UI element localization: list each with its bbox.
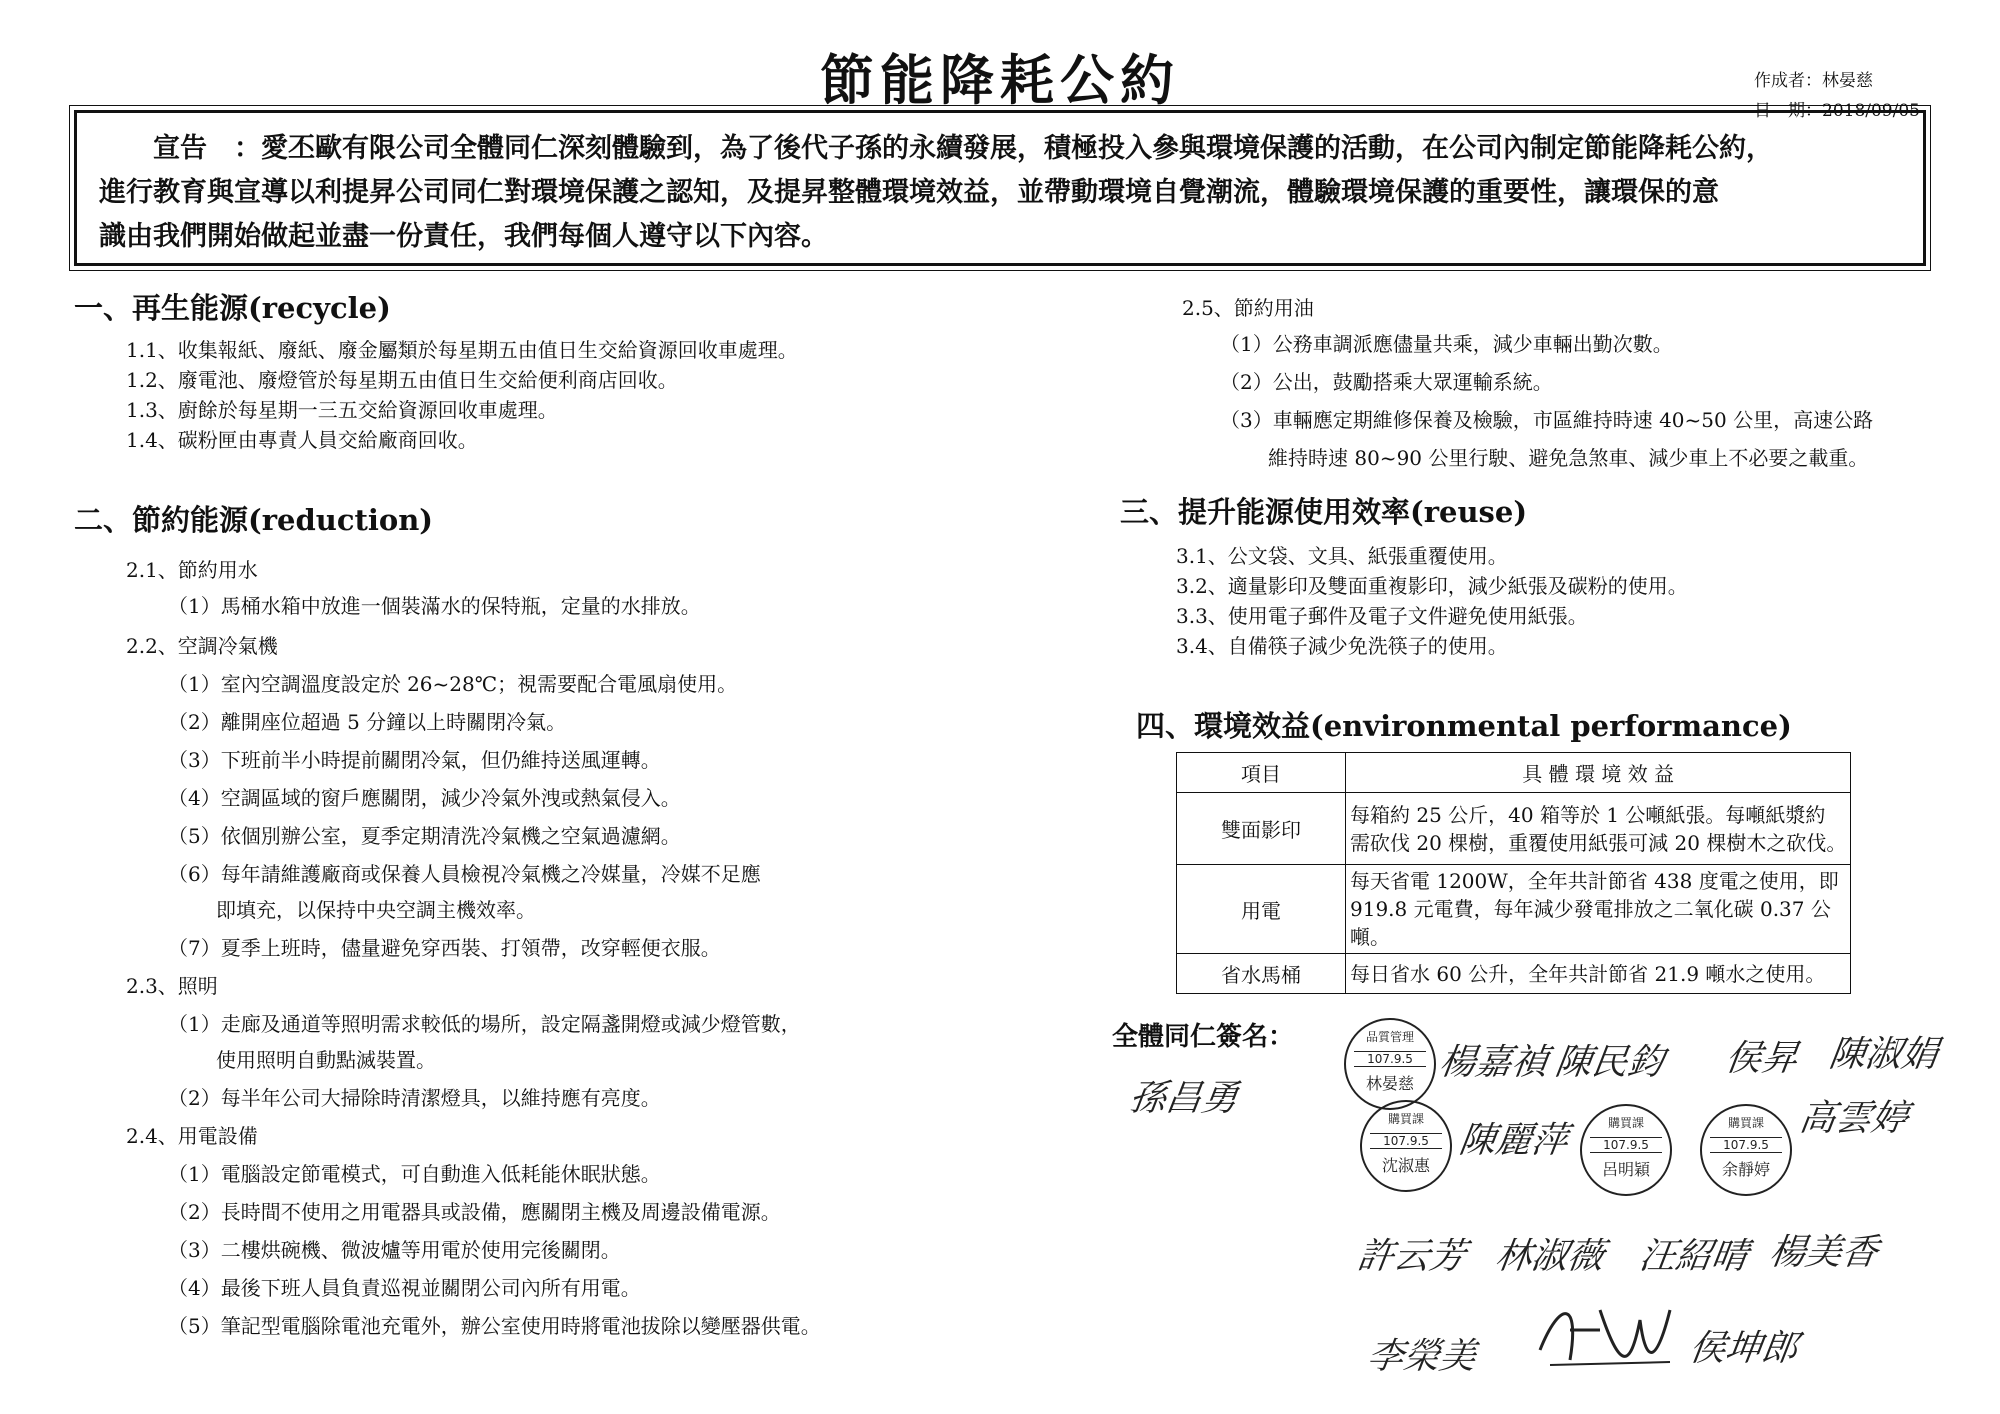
list-item: （3）下班前半小時提前關閉冷氣，但仍維持送風運轉。 bbox=[168, 748, 661, 772]
scribble-signature bbox=[1530, 1290, 1680, 1390]
section-title-reuse: 三、提升能源使用效率(reuse) bbox=[1120, 495, 1528, 529]
subsection-heading: 2.2、空調冷氣機 bbox=[126, 634, 278, 658]
table-cell-label: 省水馬桶 bbox=[1177, 954, 1346, 994]
table-cell-value bbox=[1346, 954, 1851, 994]
table-line: 每天省電 1200W，全年共計節省 438 度電之使用，即 bbox=[1350, 869, 1839, 893]
table-line: 需砍伐 20 棵樹，重覆使用紙張可減 20 棵樹木之砍伐。 bbox=[1350, 830, 1847, 855]
handwritten-signature: 陳麗萍 bbox=[1456, 1120, 1571, 1161]
handwritten-signature: 林淑薇 bbox=[1492, 1236, 1607, 1277]
handwritten-signature: 汪紹晴 bbox=[1636, 1236, 1751, 1277]
list-item: （4）最後下班人員負責巡視並關閉公司內所有用電。 bbox=[168, 1276, 641, 1300]
author-line: 作成者：林晏慈 bbox=[1754, 71, 1873, 91]
table-header: 項目 bbox=[1177, 753, 1346, 793]
handwritten-signature: 許云芳 bbox=[1354, 1236, 1469, 1277]
subsection-heading: 2.3、照明 bbox=[126, 974, 218, 998]
document-title: 節能降耗公約 bbox=[820, 48, 1180, 112]
table-line: 919.8 元電費，每年減少發電排放之二氧化碳 0.37 公 bbox=[1350, 897, 1831, 921]
list-item: 1.3、廚餘於每星期一三五交給資源回收車處理。 bbox=[126, 398, 558, 422]
table-cell-value bbox=[1346, 793, 1851, 865]
list-item: （2）公出，鼓勵搭乘大眾運輸系統。 bbox=[1220, 370, 1553, 394]
table-cell-label: 雙面影印 bbox=[1177, 793, 1346, 865]
subsection-heading: 2.5、節約用油 bbox=[1182, 296, 1314, 320]
list-item: （6）每年請維護廠商或保養人員檢視冷氣機之冷媒量，冷媒不足應 bbox=[168, 862, 761, 886]
handwritten-signature: 陳民鈞 bbox=[1552, 1042, 1667, 1083]
handwritten-signature: 高雲婷 bbox=[1796, 1098, 1911, 1139]
table-cell-value bbox=[1346, 865, 1851, 954]
signature-label: 全體同仁簽名： bbox=[1112, 1022, 1295, 1052]
table-cell-label: 用電 bbox=[1177, 865, 1346, 954]
handwritten-signature: 侯昇 bbox=[1722, 1038, 1801, 1079]
list-item: （1）公務車調派應儘量共乘，減少車輛出勤次數。 bbox=[1220, 332, 1673, 356]
list-item: （1）走廊及通道等照明需求較低的場所，設定隔盞開燈或減少燈管數， bbox=[168, 1012, 801, 1036]
list-item: （2）長時間不使用之用電器具或設備，應關閉主機及周邊設備電源。 bbox=[168, 1200, 781, 1224]
list-item: 3.4、自備筷子減少免洗筷子的使用。 bbox=[1176, 634, 1508, 658]
list-item: （5）筆記型電腦除電池充電外，辦公室使用時將電池拔除以變壓器供電。 bbox=[168, 1314, 821, 1338]
table-line: 噸。 bbox=[1350, 925, 1390, 949]
table-line: 每箱約 25 公斤，40 箱等於 1 公噸紙張。每噸紙漿約 bbox=[1350, 802, 1826, 827]
handwritten-signature: 孫昌勇 bbox=[1126, 1078, 1241, 1119]
list-item-continuation: 即填充，以保持中央空調主機效率。 bbox=[216, 898, 536, 922]
declaration-line: 宣告 ：愛丕歐有限公司全體同仁深刻體驗到，為了後代子孫的永續發展，積極投入參與環境保護的活動，在公司內制定節能降耗公約， bbox=[99, 133, 1773, 164]
handwritten-signature: 李榮美 bbox=[1364, 1336, 1479, 1377]
list-item: 3.1、公文袋、文具、紙張重覆使用。 bbox=[1176, 544, 1508, 568]
approval-stamp: 購買課 107.9.5 呂明穎 bbox=[1580, 1104, 1672, 1196]
handwritten-signature: 陳淑娟 bbox=[1826, 1034, 1941, 1075]
list-item: 1.1、收集報紙、廢紙、廢金屬類於每星期五由值日生交給資源回收車處理。 bbox=[126, 338, 798, 362]
approval-stamp: 購買課 107.9.5 沈淑惠 bbox=[1360, 1100, 1452, 1192]
table-header: 具 體 環 境 效 益 bbox=[1346, 753, 1851, 793]
list-item-continuation: 使用照明自動點滅裝置。 bbox=[216, 1048, 436, 1072]
list-item-continuation: 維持時速 80~90 公里行駛、避免急煞車、減少車上不必要之載重。 bbox=[1268, 446, 1869, 470]
date-line: 日 期：2018/09/05 bbox=[1754, 101, 1920, 121]
list-item: （3）二樓烘碗機、微波爐等用電於使用完後關閉。 bbox=[168, 1238, 621, 1262]
section-title-reduction: 二、節約能源(reduction) bbox=[74, 503, 434, 537]
list-item: （1）室內空調溫度設定於 26~28℃；視需要配合電風扇使用。 bbox=[168, 672, 738, 696]
approval-stamp: 品質管理 107.9.5 林晏慈 bbox=[1344, 1018, 1436, 1110]
subsection-heading: 2.1、節約用水 bbox=[126, 558, 258, 582]
list-item: （2）每半年公司大掃除時清潔燈具，以維持應有亮度。 bbox=[168, 1086, 661, 1110]
approval-stamp: 購買課 107.9.5 余靜婷 bbox=[1700, 1104, 1792, 1196]
handwritten-signature: 楊美香 bbox=[1766, 1232, 1881, 1273]
declaration-box bbox=[74, 110, 1926, 266]
list-item: 1.4、碳粉匣由專責人員交給廠商回收。 bbox=[126, 428, 478, 452]
table-line: 每日省水 60 公升，全年共計節省 21.9 噸水之使用。 bbox=[1350, 961, 1826, 986]
benefit-table bbox=[1176, 752, 1851, 994]
section-title-recycle: 一、再生能源(recycle) bbox=[74, 291, 391, 325]
declaration-line: 識由我們開始做起並盡一份責任，我們每個人遵守以下內容。 bbox=[99, 221, 828, 252]
list-item: 1.2、廢電池、廢燈管於每星期五由值日生交給便利商店回收。 bbox=[126, 368, 678, 392]
list-item: （1）電腦設定節電模式，可自動進入低耗能休眠狀態。 bbox=[168, 1162, 661, 1186]
handwritten-signature: 楊嘉禎 bbox=[1436, 1042, 1551, 1083]
list-item: （5）依個別辦公室，夏季定期清洗冷氣機之空氣過濾網。 bbox=[168, 824, 681, 848]
list-item: （7）夏季上班時，儘量避免穿西裝、打領帶，改穿輕便衣服。 bbox=[168, 936, 721, 960]
list-item: 3.3、使用電子郵件及電子文件避免使用紙張。 bbox=[1176, 604, 1588, 628]
section-title-environmental: 四、環境效益(environmental performance) bbox=[1136, 709, 1792, 743]
handwritten-signature: 侯坤郎 bbox=[1686, 1328, 1801, 1369]
list-item: （2）離開座位超過 5 分鐘以上時關閉冷氣。 bbox=[168, 710, 567, 734]
list-item: （1）馬桶水箱中放進一個裝滿水的保特瓶，定量的水排放。 bbox=[168, 594, 701, 618]
subsection-heading: 2.4、用電設備 bbox=[126, 1124, 258, 1148]
list-item: （4）空調區域的窗戶應關閉，減少冷氣外洩或熱氣侵入。 bbox=[168, 786, 681, 810]
list-item: 3.2、適量影印及雙面重複影印，減少紙張及碳粉的使用。 bbox=[1176, 574, 1688, 598]
declaration-line: 進行教育與宣導以利提昇公司同仁對環境保護之認知，及提昇整體環境效益，並帶動環境自覺潮流，體驗環境保護的重要性，讓環保的意 bbox=[99, 177, 1719, 208]
list-item: （3）車輛應定期維修保養及檢驗，市區維持時速 40~50 公里，高速公路 bbox=[1220, 408, 1874, 432]
